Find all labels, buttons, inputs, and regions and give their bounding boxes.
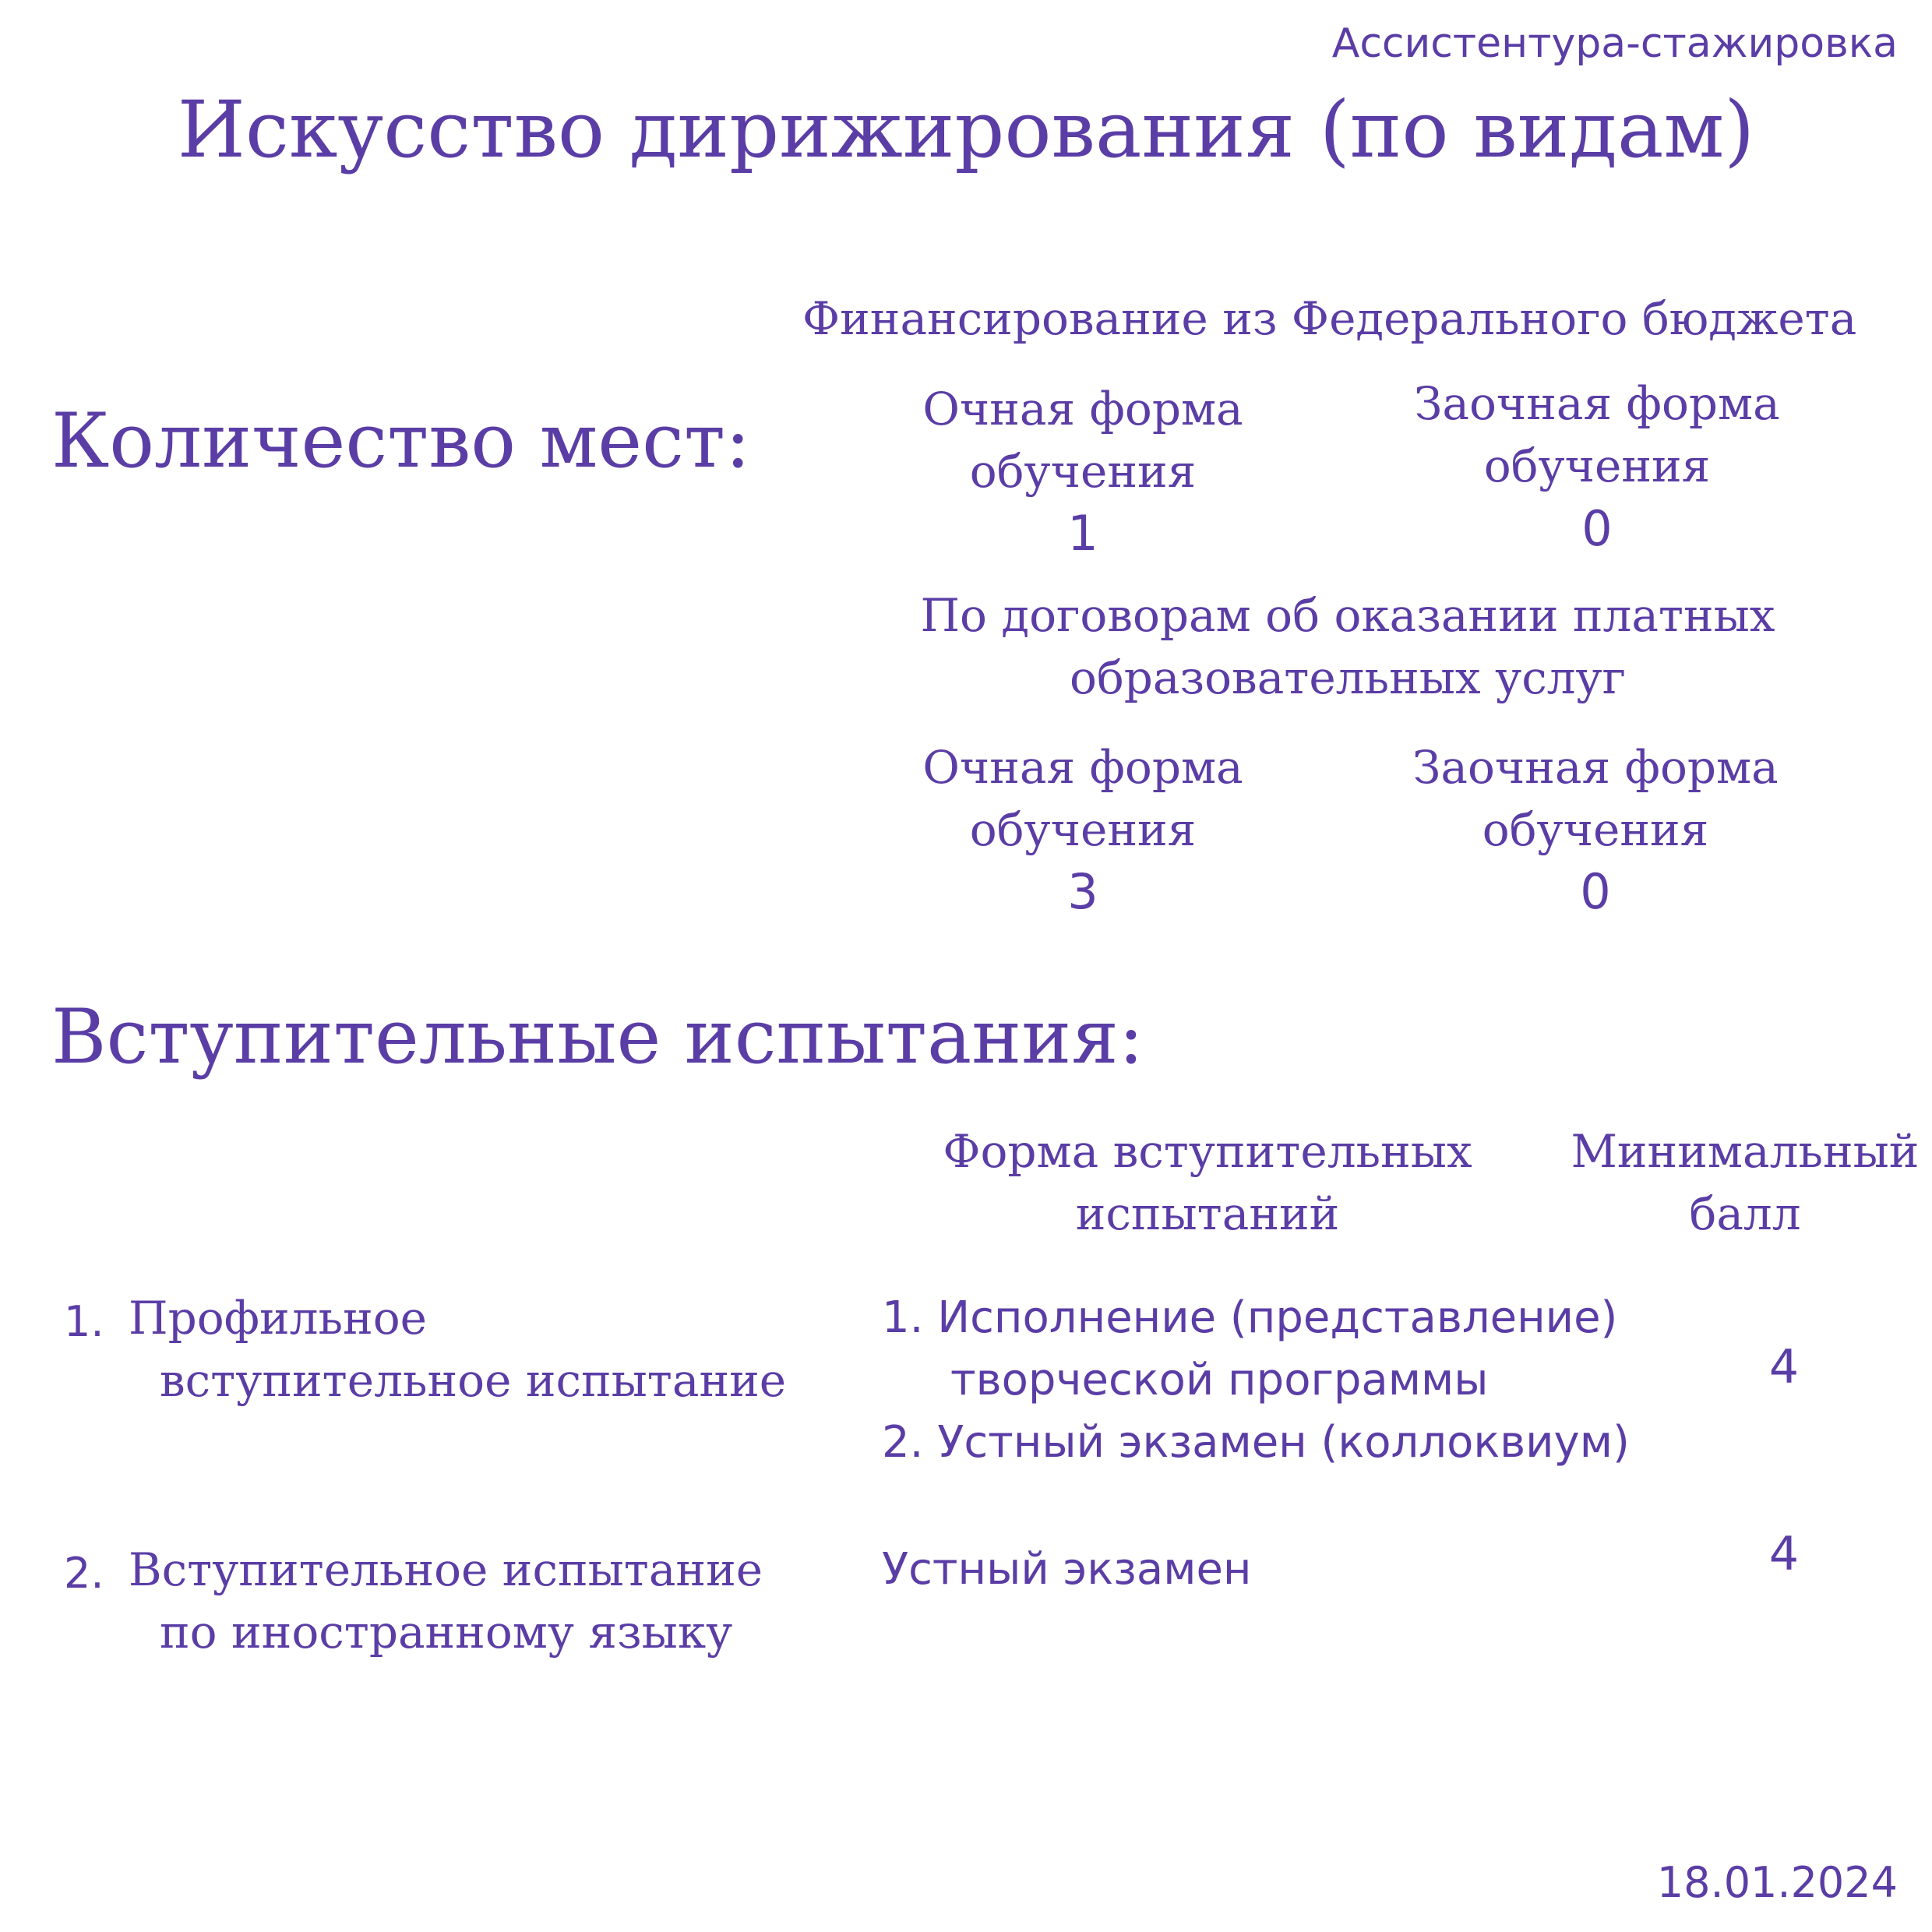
budget-full-time-line1: Очная форма [922,383,1243,435]
exam-2-form-1: Устный экзамен [882,1544,1252,1595]
exams-heading: Вступительные испытания: [51,993,1144,1081]
exam-1-form-2: 2. Устный экзамен (коллоквиум) [882,1417,1630,1468]
paid-part-time-label [1362,736,1829,861]
exam-form-header-line1: Форма вступительных [943,1125,1472,1178]
paid-heading-line1: По договорам об оказании платных [920,589,1775,642]
exam-1-name-line2: вступительное испытание [160,1354,787,1407]
min-score-header-line2: балл [1689,1187,1801,1240]
exam-form-column-header [896,1120,1519,1245]
page-title: Искусство дирижирования (по видам) [177,84,1755,175]
document-date: 18.01.2024 [1656,1858,1898,1907]
seats-heading: Количество мест: [51,397,751,485]
paid-part-time-line2: обучения [1482,803,1709,856]
budget-funding-heading: Финансирование из Федерального бюджета [802,292,1857,345]
paid-full-time-line2: обучения [969,803,1197,856]
program-type-label: Ассистентура-стажировка [1331,20,1898,67]
paid-heading-line2: образовательных услуг [1069,651,1627,704]
exam-1-name-line1: Профильное [129,1292,428,1345]
budget-full-time-count: 1 [1067,505,1098,562]
exam-2-name-line1: Вступительное испытание [129,1543,763,1596]
min-score-header-line1: Минимальный [1571,1125,1920,1178]
exam-2-name-line2: по иностранному языку [160,1606,733,1659]
paid-full-time-line1: Очная форма [922,741,1243,794]
budget-part-time-line2: обучения [1483,439,1711,492]
exam-2-min-score: 4 [1768,1527,1800,1581]
min-score-column-header [1550,1120,1932,1245]
budget-part-time-line1: Заочная форма [1414,377,1780,430]
exam-1-min-score: 4 [1768,1340,1800,1394]
budget-full-time-line2: обучения [969,445,1197,498]
exam-form-header-line2: испытаний [1075,1187,1340,1240]
exam-1-number: 1. [64,1297,104,1346]
budget-full-time-label [849,378,1317,502]
paid-full-time-count: 3 [1067,863,1098,920]
exam-1-form-1-line2: творческой программы [950,1355,1489,1405]
paid-part-time-line1: Заочная форма [1412,741,1779,794]
paid-services-heading [849,584,1846,709]
exam-1-form-1-line1: 1. Исполнение (представление) [882,1292,1618,1343]
paid-part-time-count: 0 [1580,863,1611,920]
budget-part-time-count: 0 [1581,500,1613,557]
budget-part-time-label [1363,372,1831,497]
exam-2-number: 2. [64,1549,104,1598]
paid-full-time-label [849,736,1317,861]
